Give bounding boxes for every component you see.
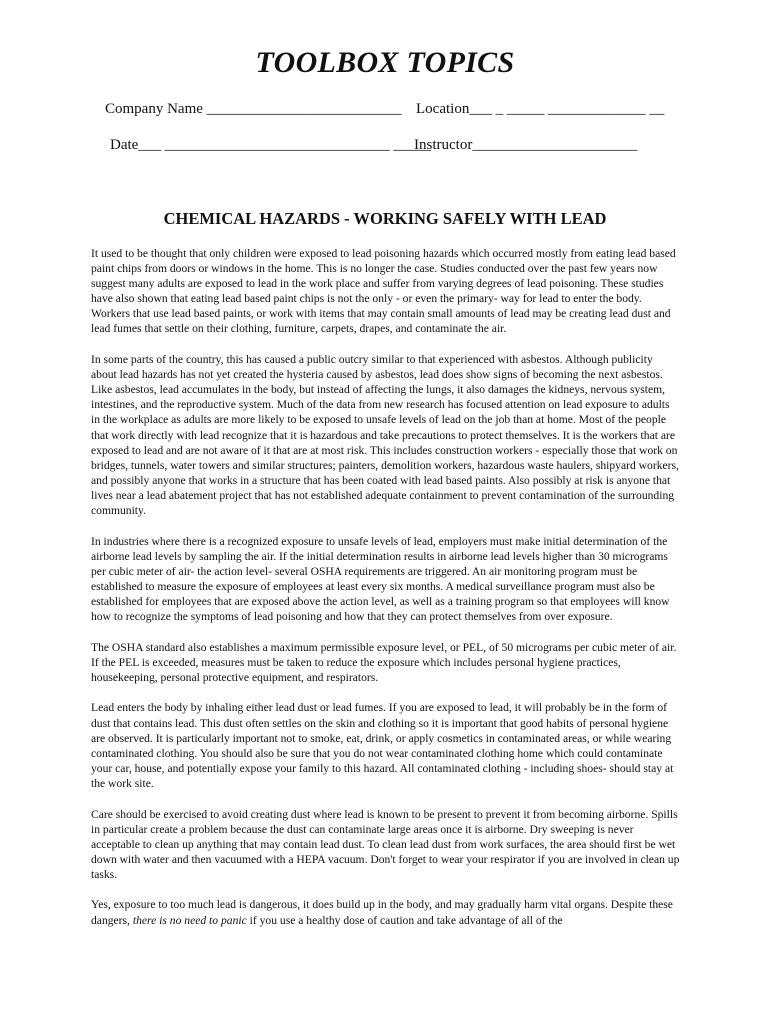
paragraph-4: The OSHA standard also establishes a maximum permissible exposure level, or PEL, of 50 micrograms per cubic meter of air. If the PEL is exceeded, measures must be taken to reduce the exposure which includes personal hygiene practices, housekeeping, personal protective equipment, and respirators. [91, 640, 677, 684]
topic-heading: CHEMICAL HAZARDS - WORKING SAFELY WITH LEAD [163, 209, 607, 228]
instructor-field: Instructor______________________ [414, 137, 638, 153]
paragraph-2: In some parts of the country, this has caused a public outcry similar to that experienced with asbestos. Although publicity about lead hazards has not yet created the hysteria caused by asbestos, lead does show signs of becoming the next asbestos. Like asbestos, lead accumulates in the body, but instead of affecting the lungs, it also damages the kidneys, nervous system, intestines, and the reproductive system. Much of the data from new research has focused attention on lead exposure to adults in the workplace as adults are more likely to be exposed to unsafe levels of lead on the job than at home. Most of the people that work directly with lead recognize that it is hazardous and take precautions to protect themselves. It is the workers that are exposed to lead and are not aware of it that are at most risk. This includes construction workers - especially those that work on bridges, tunnels, water towers and similar structures; painters, demolition workers, hazardous waste haulers, shipyard workers, and possibly anyone that works in a structure that has been coated with lead based paints. Also possibly at risk is anyone that lives near a lead abatement project that has not established adequate containment to prevent contamination of the surrounding community. [91, 353, 679, 517]
document-title: TOOLBOX TOPICS [255, 46, 515, 79]
paragraph-5: Lead enters the body by inhaling either lead dust or lead fumes. If you are exposed to lead, it will probably be in the form of dust that contains lead. This dust often settles on the skin and clothing so it is important that good habits of personal hygiene are observed. It is particularly important not to smoke, eat, drink, or apply cosmetics in contaminated areas, or while wearing contaminated clothing. You should also be sure that you do not wear contaminated clothing home which could contaminate your car, house, and potentially expose your family to this hazard. All contaminated clothing - including shoes- should stay at the work site. [91, 701, 674, 790]
paragraph-6: Care should be exercised to avoid creating dust where lead is known to be present to prevent it from becoming airborne. Spills in particular create a problem because the dust can contaminate large areas once it is airborne. Dry sweeping is never acceptable to clean up anything that may contain lead dust. To clean lead dust from work surfaces, the area should first be wet down with water and then vacuumed with a HEPA vacuum. Don't forget to wear your respirator if you are involved in clean up tasks. [91, 807, 680, 881]
date-field: Date___ ______________________________ _____ [110, 137, 431, 153]
paragraph-7-end: if you use a healthy dose of caution and take advantage of all of the [246, 913, 563, 927]
paragraph-7 [91, 897, 681, 927]
paragraph-3: In industries where there is a recognized exposure to unsafe levels of lead, employers must make initial determination of the airborne lead levels by sampling the air. If the initial determination results in airborne lead levels higher than 30 micrograms per cubic meter of air- the action level- several OSHA requirements are triggered. An air monitoring program must be established to measure the exposure of employees at least every six months. A medical surveillance program must also be established for employees that are exposed above the action level, as well as a training program so that employees will know how to recognize the symptoms of lead poisoning and how that they can protect themselves from over exposure. [91, 534, 670, 624]
paragraph-7-emphasis: there is no need to panic [132, 913, 247, 927]
location-field: Location___ _ _____ _____________ __ [416, 101, 665, 117]
paragraph-1: It used to be thought that only children were exposed to lead poisoning hazards which occurred mostly from eating lead based paint chips from doors or windows in the home. This is no longer the case. Studies conducted over the past few years now suggest many adults are exposed to lead in the work place and suffer from varying degrees of lead poisoning. These studies have also shown that eating lead based paint chips is not the only - or even the primary- way for lead to enter the body. Workers that use lead based paints, or work with items that may contain small amounts of lead may be creating lead dust and lead fumes that settle on their clothing, furniture, carpets, drapes, and contaminate the air. [91, 247, 676, 336]
paragraph-7-start: Yes, exposure to too much lead is dangerous, it does build up in the body, and may gradually harm vital organs. Despite these dangers, [91, 898, 673, 927]
company-name-field: Company Name __________________________ [105, 101, 402, 117]
document-body [91, 246, 681, 943]
